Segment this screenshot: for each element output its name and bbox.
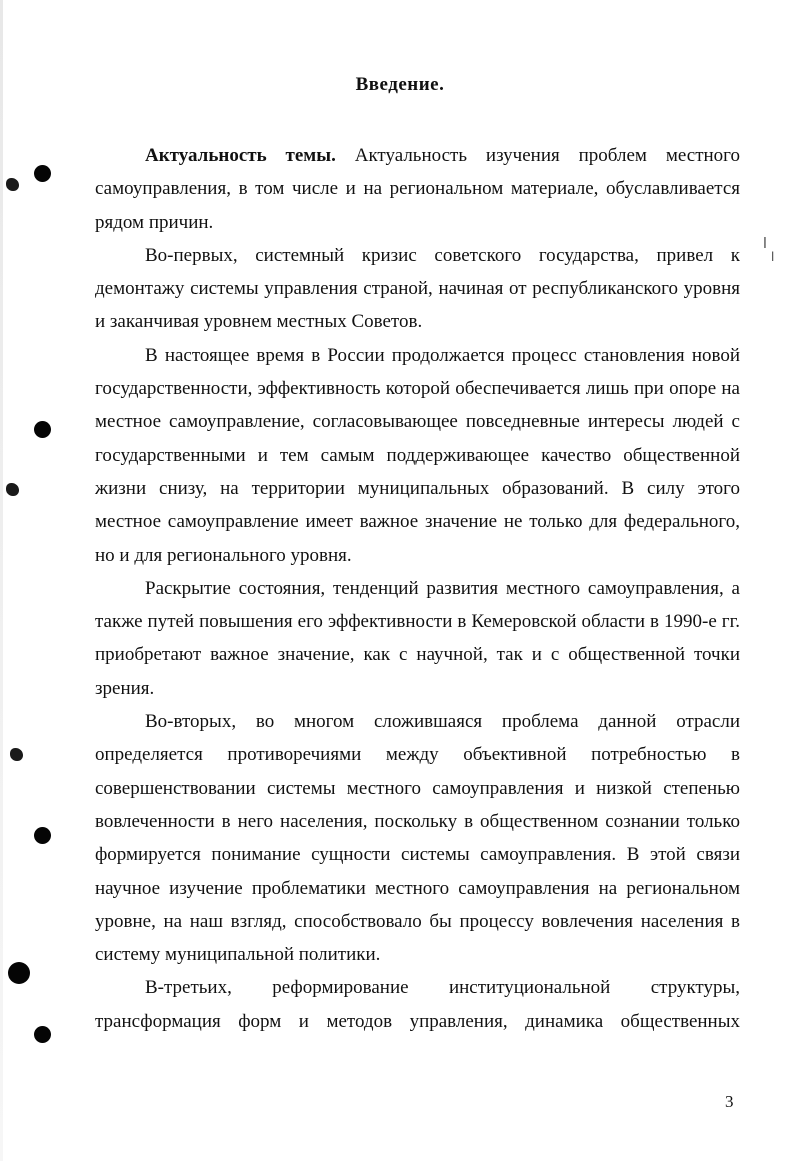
paragraph-5: Во-вторых, во многом сложившаяся проблема данной отрасли определяется противоречиями между объективной потребностью в совершенствовании системы местного самоуправления и низкой степенью вовлеченности в него населения, поскольку в общественном сознании только формируется понимание сущности системы самоуправления. В этой связи научное изучение проблематики местного самоуправления на региональном уровне, на наш взгляд, способствовало бы процессу вовлечения населения в систему муниципальной политики.	[95, 711, 740, 966]
punch-hole-3	[34, 827, 51, 844]
page-number: 3	[725, 1092, 734, 1111]
paragraph-3: В настоящее время в России продолжается процесс становления новой государственности, эффективность которой обеспечивается лишь при опоре на местное самоуправление, согласовывающее повседневные интересы людей с государственными и тем самым поддерживающее качество общественной жизни снизу, на территории муниципальных образований. В силу этого местное самоуправление имеет важное значение не только для федерального, но и для регионального уровня.	[95, 344, 740, 566]
punch-hole-2	[34, 421, 51, 438]
document-title: Введение.	[355, 74, 445, 95]
scan-blot-1	[6, 178, 19, 191]
punch-hole-4	[8, 962, 30, 984]
punch-hole-1	[34, 165, 51, 182]
scan-blot-3	[10, 748, 23, 761]
punch-hole-5	[34, 1026, 51, 1043]
paragraph-lead: Актуальность темы.	[145, 145, 336, 166]
paragraph-1	[95, 139, 740, 239]
paragraph-2: Во-первых, системный кризис советского государства, привел к демонтажу системы управления страной, начиная от республиканского уровня и заканчивая уровнем местных Советов.	[95, 244, 740, 333]
paragraph-6: В-третьих, реформирование институциональной структуры, трансформация форм и методов управления, динамика общественных	[95, 977, 740, 1032]
margin-mark-2: ⅼ	[771, 250, 775, 264]
paragraph-text: Актуальность изучения проблем местного самоуправления, в том числе и на региональном материале, обуславливается рядом причин.	[95, 145, 740, 233]
paragraph-4: Раскрытие состояния, тенденций развития местного самоуправления, а также путей повышения его эффективности в Кемеровской области в 1990-е гг. приобретают важное значение, как с научной, так и с общественной точки зрения.	[95, 577, 740, 699]
document-body	[95, 139, 740, 1038]
scan-blot-2	[6, 483, 19, 496]
page-edge-shadow	[0, 0, 3, 1161]
margin-mark-1: ⅼ	[763, 236, 767, 252]
